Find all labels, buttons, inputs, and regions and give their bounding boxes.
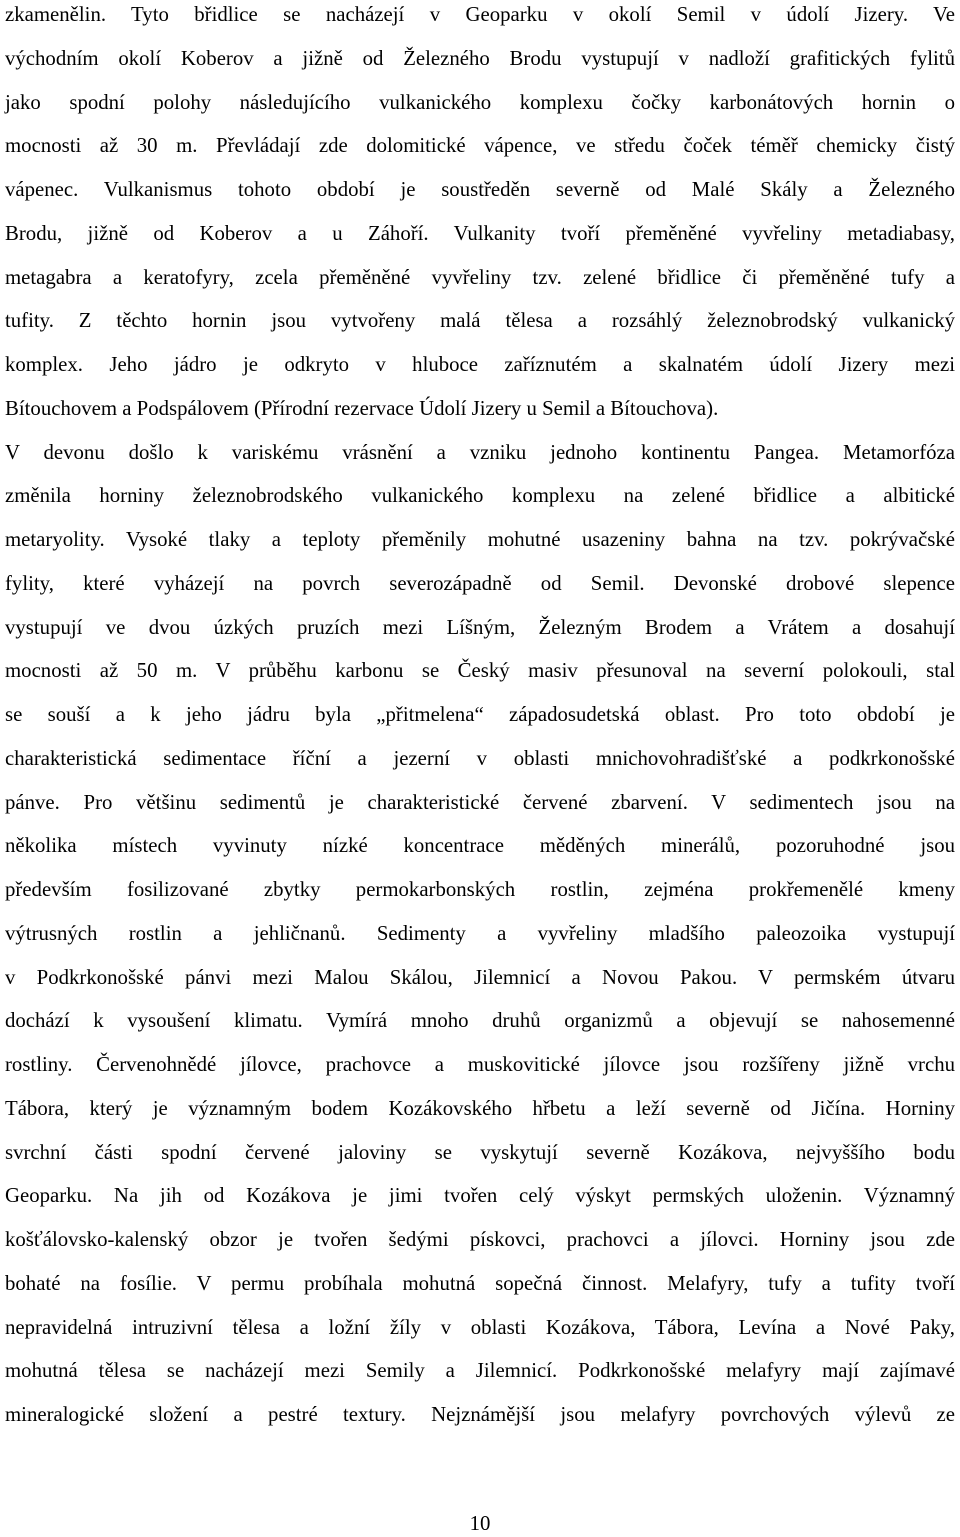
text-line: V devonu došlo k variskému vrásnění a vzniku jednoho kontinentu Pangea. Metamorfóza — [5, 440, 955, 464]
body-text — [5, 0, 955, 1437]
text-line: Brodu, jižně od Koberov a u Záhoří. Vulkanity tvoří přeměněné vyvřeliny metadiabasy, — [5, 221, 955, 245]
text-line: tufity. Z těchto hornin jsou vytvořeny malá tělesa a rozsáhlý železnobrodský vulkanický — [5, 309, 955, 333]
text-line: košťálovsko-kalenský obzor je tvořen šedými pískovci, prachovci a jílovci. Horniny jsou zde — [5, 1228, 955, 1251]
text-line: vystupují ve dvou úzkých pruzích mezi Líšným, Železným Brodem a Vrátem a dosahují — [5, 615, 955, 639]
text-line: vápenec. Vulkanismus tohoto období je soustředěn severně od Malé Skály a Železného — [5, 178, 955, 201]
text-line: mineralogické složení a pestré textury. Nejznámější jsou melafyry povrchových výlevů ze — [5, 1403, 955, 1426]
text-line: dochází k vysoušení klimatu. Vymírá mnoho druhů organizmů a objevují se nahosemenné — [5, 1009, 955, 1033]
text-line: komplex. Jeho jádro je odkryto v hluboce zaříznutém a skalnatém údolí Jizery mezi — [5, 353, 955, 376]
text-line: bohaté na fosílie. V permu probíhala mohutná sopečná činnost. Melafyry, tufy a tufity tvoří — [5, 1271, 955, 1295]
text-line: Geoparku. Na jih od Kozákova je jimi tvořen celý výskyt permských uloženin. Významný — [5, 1184, 955, 1208]
text-line: charakteristická sedimentace říční a jezerní v oblasti mnichovohradišťské a podkrkonošské — [5, 746, 955, 770]
text-line: svrchní části spodní červené jaloviny se vyskytují severně Kozákova, nejvyššího bodu — [5, 1140, 955, 1164]
text-line: nepravidelná intruzivní tělesa a ložní žíly v oblasti Kozákova, Tábora, Levína a Nové Paky, — [5, 1315, 955, 1339]
text-line: se souší a k jeho jádru byla „přitmelena“ západosudetská oblast. Pro toto období je — [5, 703, 955, 726]
text-line: východním okolí Koberov a jižně od Železného Brodu vystupují v nadloží grafitických fylitů — [5, 46, 955, 70]
text-line: Bítouchovem a Podspálovem (Přírodní rezervace Údolí Jizery u Semil a Bítouchova). — [5, 396, 719, 420]
text-line: rostliny. Červenohnědé jílovce, prachovce a muskovitické jílovce jsou rozšířeny jižně vrchu — [5, 1053, 955, 1076]
text-line: především fosilizované zbytky permokarbonských rostlin, zejména prokřemenělé kmeny — [5, 878, 955, 901]
text-line: mocnosti až 30 m. Převládají zde dolomitické vápence, ve středu čoček téměř chemicky čistý — [5, 134, 955, 158]
text-line: několika místech vyvinuty nízké koncentrace měděných minerálů, pozoruhodné jsou — [5, 834, 955, 858]
text-line: metaryolity. Vysoké tlaky a teploty přeměnily mohutné usazeniny bahna na tzv. pokrývačské — [5, 528, 955, 551]
text-line: jako spodní polohy následujícího vulkanického komplexu čočky karbonátových hornin o — [5, 90, 955, 114]
text-line: mohutná tělesa se nacházejí mezi Semily a Jilemnicí. Podkrkonošské melafyry mají zajímavé — [5, 1359, 955, 1383]
text-line: pánve. Pro většinu sedimentů je charakteristické červené zbarvení. V sedimentech jsou na — [5, 790, 955, 814]
text-line: mocnosti až 50 m. V průběhu karbonu se Český masiv přesunoval na severní polokouli, stal — [5, 659, 955, 683]
text-line: změnila horniny železnobrodského vulkanického komplexu na zelené břidlice a albitické — [5, 484, 955, 508]
page-number: 10 — [469, 1512, 491, 1535]
text-line: zkamenělin. Tyto břidlice se nacházejí v Geoparku v okolí Semil v údolí Jizery. Ve — [5, 3, 955, 26]
text-line: výtrusných rostlin a jehličnanů. Sedimenty a vyvřeliny mladšího paleozoika vystupují — [5, 921, 955, 945]
text-line: v Podkrkonošské pánvi mezi Malou Skálou, Jilemnicí a Novou Pakou. V permském útvaru — [5, 965, 955, 989]
text-line: metagabra a keratofyry, zcela přeměněné vyvřeliny tzv. zelené břidlice či přeměněné tufy a — [5, 265, 955, 289]
text-line: Tábora, který je významným bodem Kozákovského hřbetu a leží severně od Jičína. Horniny — [5, 1096, 955, 1120]
text-line: fylity, které vyházejí na povrch severozápadně od Semil. Devonské drobové slepence — [5, 571, 955, 595]
